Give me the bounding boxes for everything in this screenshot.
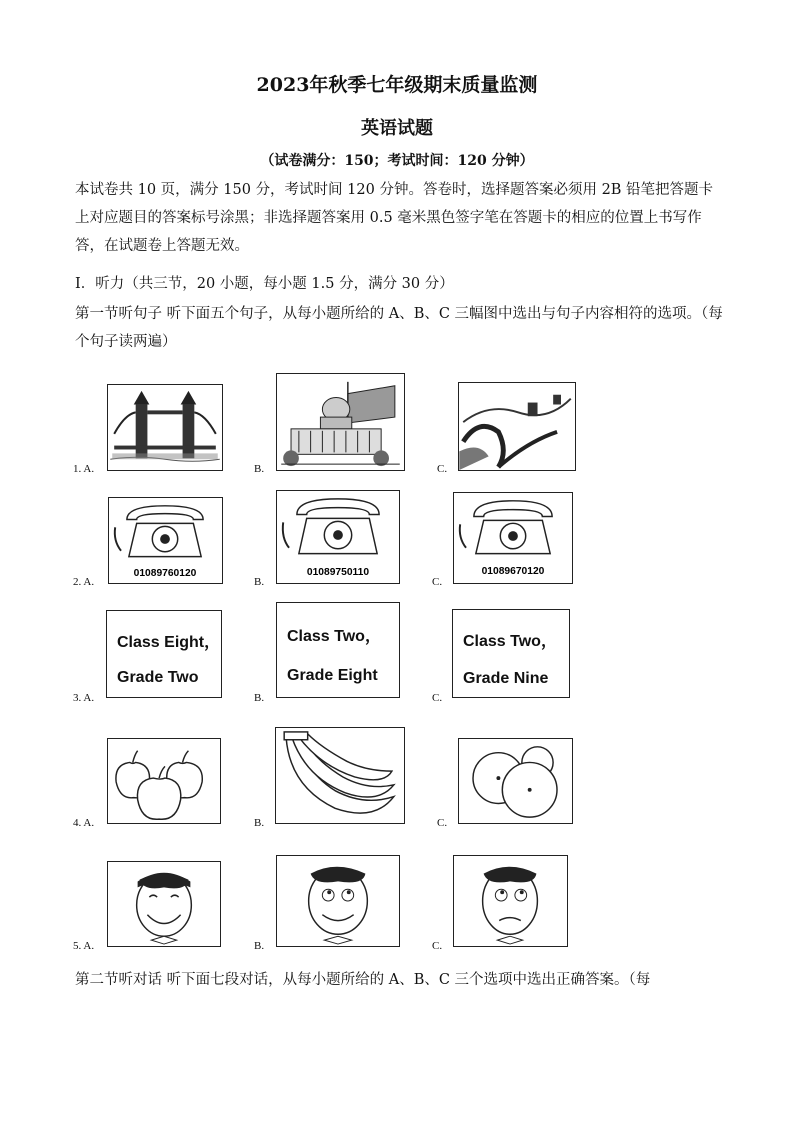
- q4-label-a: 4. A.: [73, 817, 95, 829]
- q5-label-c: C.: [432, 940, 443, 952]
- part1-instructions: 第一节听句子 听下面五个句子，从每小题所给的 A、B、C 三幅图中选出与句子内容相符的选项。（每个句子读两遍）: [75, 306, 723, 350]
- q1-label-c: C.: [437, 463, 448, 475]
- exam-info: （试卷满分：150；考试时间：120 分钟）: [260, 153, 534, 169]
- oranges-icon: [458, 738, 573, 824]
- smiling-face-icon: [107, 861, 221, 947]
- phone-card-c: [453, 492, 573, 584]
- capitol-building-icon: [276, 373, 405, 471]
- bananas-icon: [275, 727, 405, 824]
- q2-label-c: C.: [432, 576, 443, 588]
- q5-label-a: 5. A.: [73, 940, 95, 952]
- class-card-c-line1: Class Two，: [463, 633, 557, 650]
- class-card-c-line2: Grade Nine: [463, 670, 549, 687]
- thinking-face-icon: [276, 855, 400, 947]
- q5-label-b: B.: [254, 940, 265, 952]
- great-wall-icon: [458, 382, 576, 471]
- q4-label-c: C.: [437, 817, 448, 829]
- class-card-b-line1: Class Two，: [287, 628, 381, 645]
- worried-face-icon: [453, 855, 568, 947]
- apples-icon: [107, 738, 221, 824]
- class-card-a-line2: Grade Two: [117, 669, 199, 686]
- phone-number-a: 01089760120: [133, 568, 197, 580]
- q1-label-a: 1. A.: [73, 463, 95, 475]
- class-card-a-line1: Class Eight，: [117, 634, 221, 651]
- tower-bridge-icon: [107, 384, 223, 471]
- section-heading: Ⅰ．听力（共三节，20 小题，每小题 1.5 分，满分 30 分）: [75, 276, 454, 292]
- phone-number-b: 01089750110: [306, 567, 370, 579]
- subject-title: 英语试题: [361, 118, 433, 139]
- q1-label-b: B.: [254, 463, 265, 475]
- q2-label-a: 2. A.: [73, 576, 95, 588]
- phone-card-b: [276, 490, 400, 584]
- instructions: 本试卷共 10 页，满分 150 分，考试时间 120 分钟。答卷时，选择题答案必须用 2B 铅笔把答题卡上对应题目的答案标号涂黑；非选择题答案用 0.5 毫米黑色签字笔在答题卡的相应的位置上书写作答，在试题卷上答题无效。: [75, 182, 714, 254]
- class-card-b-line2: Grade Eight: [287, 667, 378, 684]
- q2-label-b: B.: [254, 576, 265, 588]
- class-card-a: [106, 610, 222, 698]
- q4-label-b: B.: [254, 817, 265, 829]
- part2-instructions: 第二节听对话 听下面七段对话，从每小题所给的 A、B、C 三个选项中选出正确答案。（每: [75, 972, 651, 988]
- q3-label-c: C.: [432, 692, 443, 704]
- phone-number-c: 01089670120: [481, 566, 545, 578]
- class-card-b: [276, 602, 400, 698]
- q3-label-b: B.: [254, 692, 265, 704]
- class-card-c: [452, 609, 570, 698]
- exam-title: 2023年秋季七年级期末质量监测: [256, 74, 538, 96]
- q3-label-a: 3. A.: [73, 692, 95, 704]
- phone-card-a: [108, 497, 223, 584]
